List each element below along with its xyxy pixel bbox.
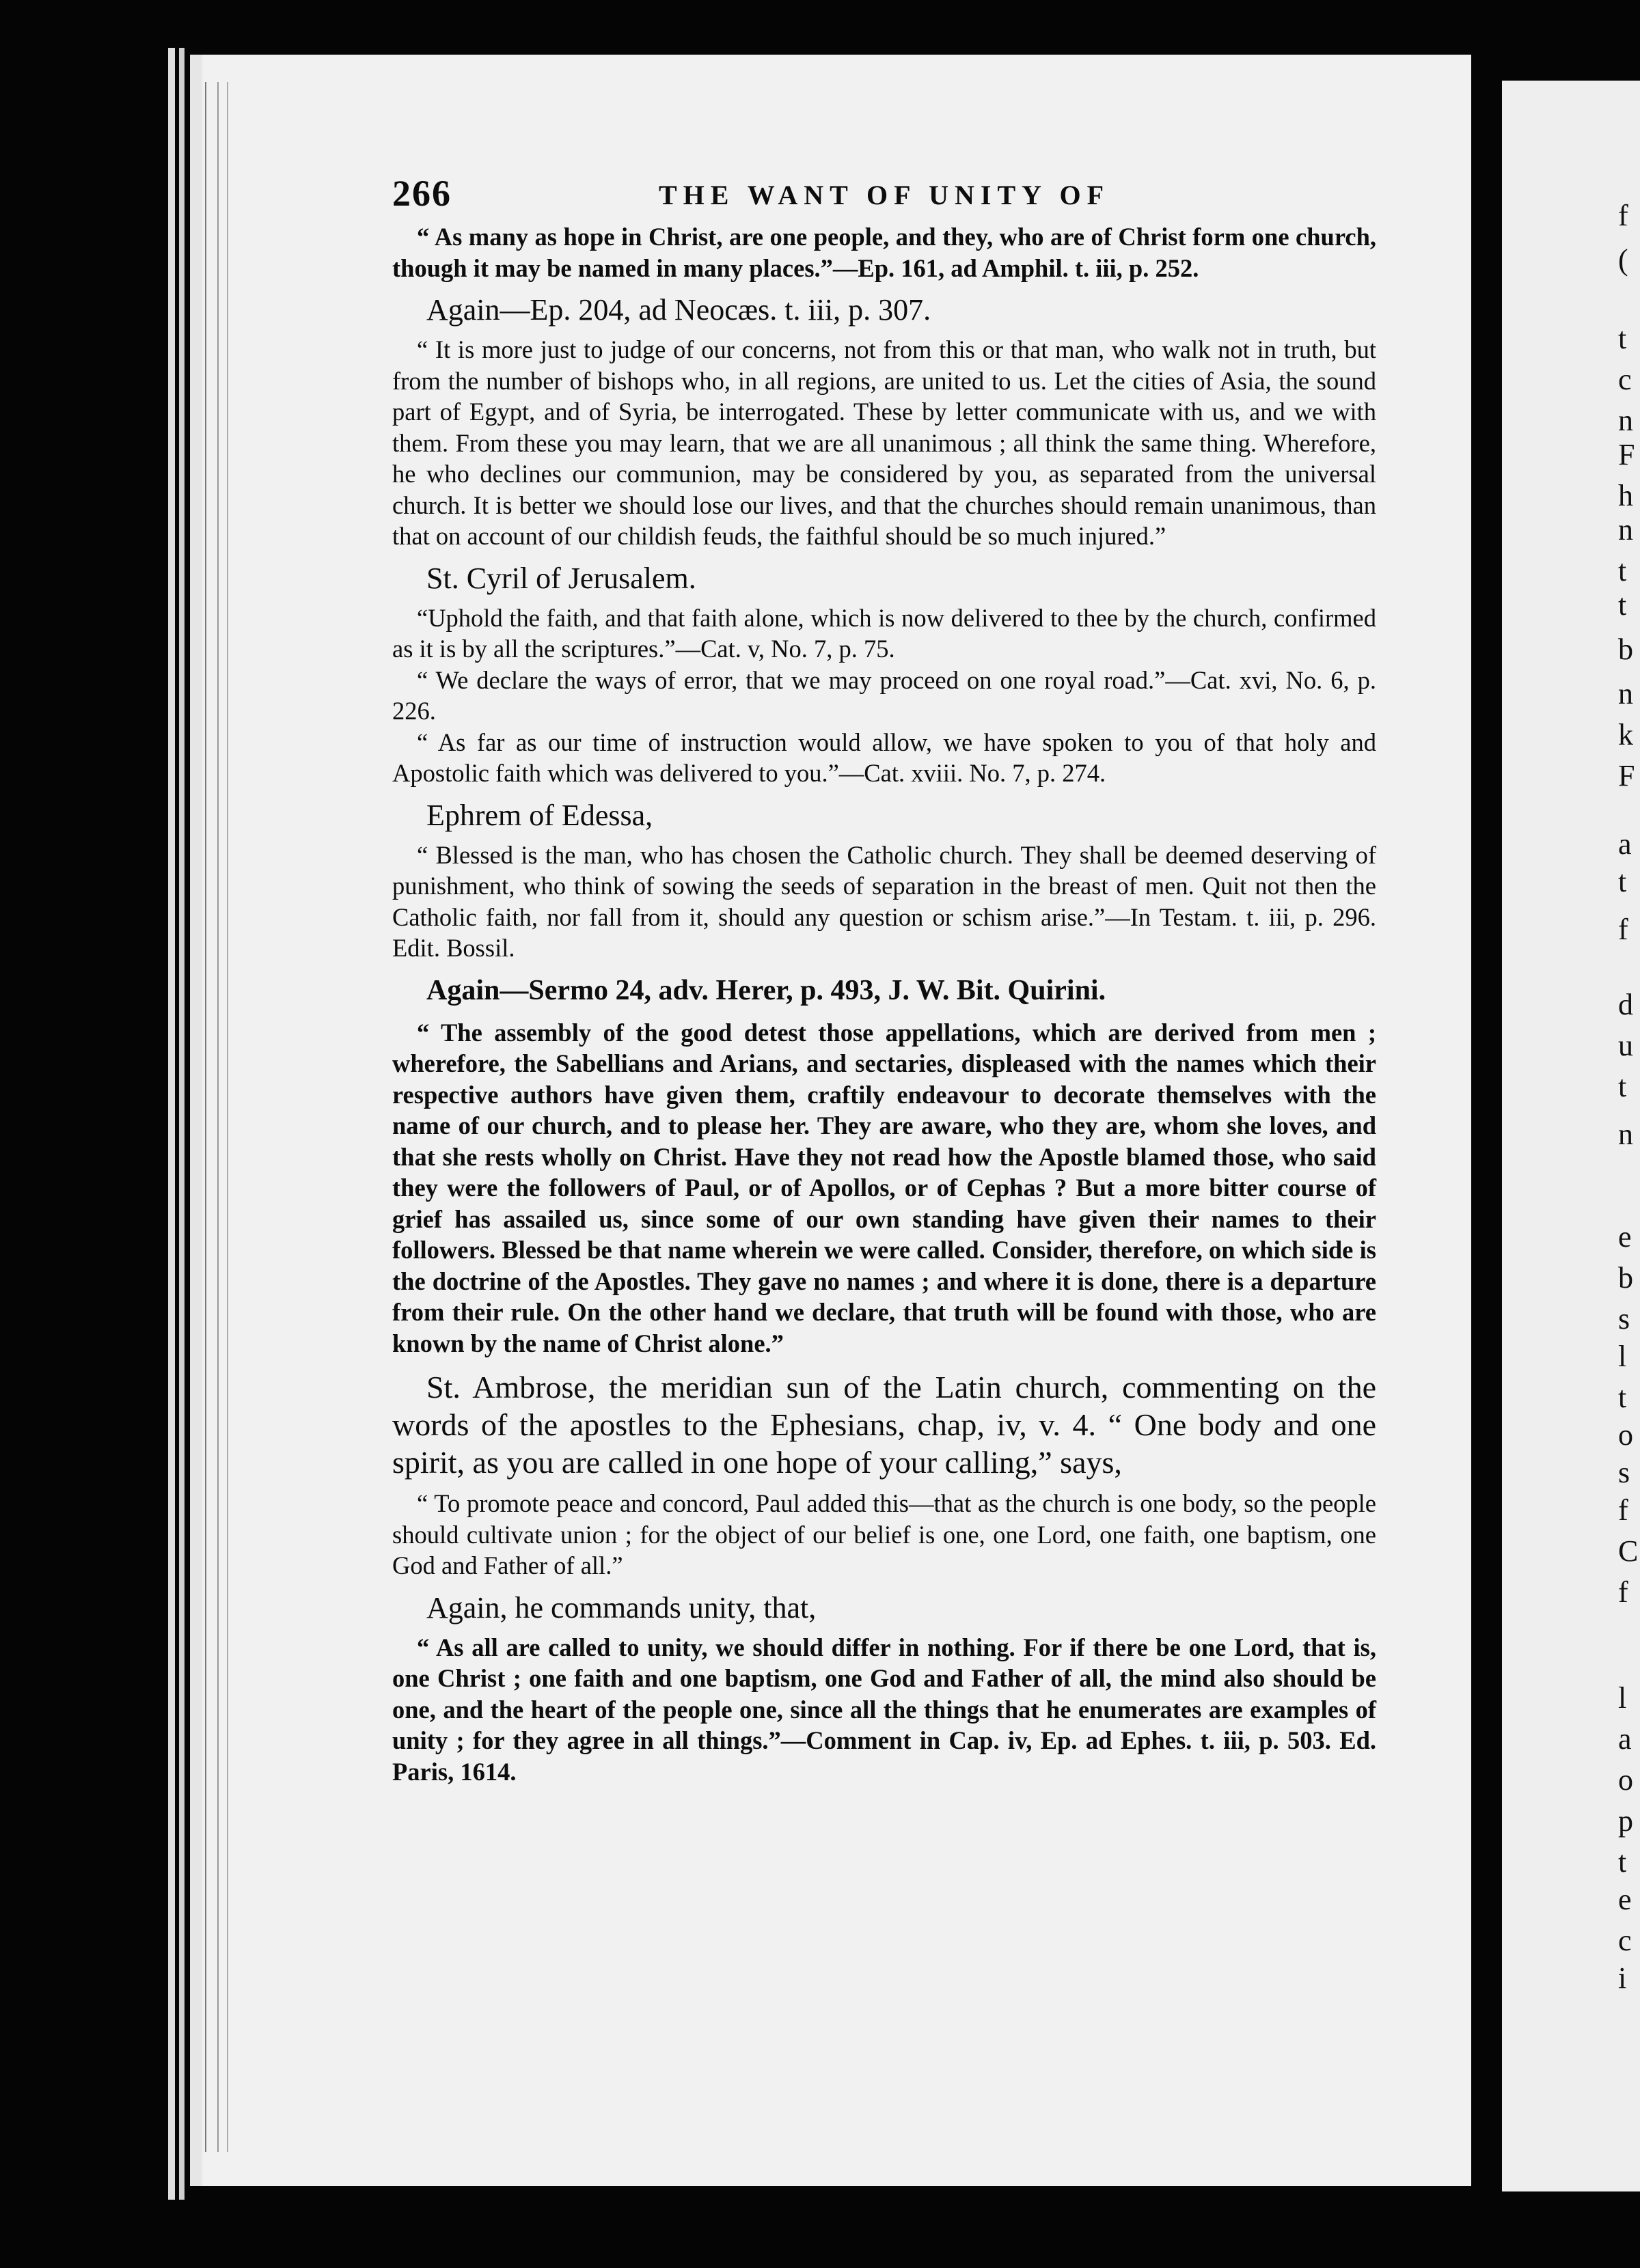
facing-page-fragment: c xyxy=(1618,1924,1632,1957)
running-head xyxy=(392,172,1376,221)
quote-paragraph: “ To promote peace and concord, Paul added this—that as the church is one body, so the people should cultivate union ; for the object of our belief is one, one Lord, one faith, one baptism, one God and Father of all.” xyxy=(392,1489,1376,1579)
gutter-line xyxy=(217,82,219,2152)
gutter-line xyxy=(205,82,206,2152)
facing-page-fragment: s xyxy=(1618,1302,1630,1336)
facing-page-fragment: t xyxy=(1618,865,1627,898)
facing-page-fragment: s xyxy=(1618,1456,1630,1489)
facing-page-fragment: a xyxy=(1618,1722,1632,1756)
facing-page-fragment: e xyxy=(1618,1220,1632,1254)
facing-page xyxy=(1502,81,1640,2191)
quote-paragraph: “Uphold the faith, and that faith alone, which is now delivered to thee by the church, confirmed as it is by all the scriptures.”—Cat. v, No. 7, p. 75. xyxy=(392,603,1376,663)
facing-page-fragment: f xyxy=(1618,1575,1628,1609)
section-heading: Ephrem of Edessa, xyxy=(426,798,653,832)
facing-page-fragment: t xyxy=(1618,554,1627,587)
quote-paragraph: “ Blessed is the man, who has chosen the Catholic church. They shall be deemed deserving of punishment, who think of sowing the seeds of separation in the breast of men. Quit not then the Catholic faith, nor fall from it, should any question or schism arise.”—In Testam. t. iii, p. 296. Edit. Bossil. xyxy=(392,840,1376,962)
facing-page-fragment: F xyxy=(1618,438,1635,471)
facing-page-fragment: f xyxy=(1618,1493,1628,1527)
facing-page-fragment: t xyxy=(1618,322,1627,355)
page-text-block xyxy=(392,172,1376,1787)
section-heading: St. Cyril of Jerusalem. xyxy=(426,561,696,595)
facing-page-fragment: a xyxy=(1618,827,1632,861)
running-title: THE WANT OF UNITY OF xyxy=(659,180,1110,210)
facing-page-fragment: n xyxy=(1618,404,1633,437)
section-heading: Again, he commands unity, that, xyxy=(426,1590,817,1624)
facing-page-fragment: l xyxy=(1618,1681,1627,1715)
page-number: 266 xyxy=(392,173,452,214)
body-paragraph: St. Ambrose, the meridian sun of the Latin church, commenting on the words of the apostles to the Ephesians, chap, iv, v. 4. “ One body and one spirit, as you are called in one hope of your calling,” says, xyxy=(392,1370,1376,1480)
facing-page-fragment: C xyxy=(1618,1534,1639,1568)
facing-page-fragment: h xyxy=(1618,479,1633,512)
facing-page-fragment: n xyxy=(1618,1118,1633,1151)
facing-page-fragment: f xyxy=(1618,913,1628,946)
facing-page-fragment: f xyxy=(1618,199,1628,232)
facing-page-fragment: ( xyxy=(1618,243,1628,277)
facing-page-fragment: F xyxy=(1618,759,1635,792)
facing-page-fragment: n xyxy=(1618,677,1633,710)
gutter-line xyxy=(227,82,228,2152)
facing-page-fragment: t xyxy=(1618,588,1627,622)
facing-page-fragment: o xyxy=(1618,1418,1633,1452)
section-heading: Again—Sermo 24, adv. Herer, p. 493, J. W. Bit. Quirini. xyxy=(426,974,1106,1006)
facing-page-fragment: u xyxy=(1618,1029,1633,1062)
facing-page-fragment: t xyxy=(1618,1070,1627,1103)
facing-page-fragment: b xyxy=(1618,633,1633,666)
facing-page-fragment: o xyxy=(1618,1763,1633,1797)
facing-page-fragment: b xyxy=(1618,1261,1633,1295)
facing-page-fragment: c xyxy=(1618,363,1632,396)
quote-paragraph: “ We declare the ways of error, that we may proceed on one royal road.”—Cat. xvi, No. 6, p. 226. xyxy=(392,665,1376,725)
quote-paragraph: “ The assembly of the good detest those appellations, which are derived from men ; wherefore, the Sabellians and Arians, and sectaries, displeased with the names which their respective authors have given them, craftily endeavour to decorate themselves with the name of our church, and to please her. They are aware, who they are, whom she loves, and that she rests wholly on Christ. Have they not read how the Apostle blamed those, who said they were the followers of Paul, or of Apollos, or of Cephas ? But a more bitter course of grief has assailed us, since some of our own standing have given their names to their followers. Blessed be that name wherein we were called. Consider, therefore, on which side is the doctrine of the Apostles. They gave no names ; and where it is done, there is a departure from their rule. On the other hand we declare, that truth will be found with those, who are known by the name of Christ alone.” xyxy=(392,1018,1376,1357)
facing-page-fragment: d xyxy=(1618,988,1633,1021)
facing-page-fragment: t xyxy=(1618,1381,1627,1414)
facing-page-fragment: e xyxy=(1618,1883,1632,1916)
facing-page-fragment: p xyxy=(1618,1804,1633,1838)
page-edge xyxy=(179,48,184,2200)
facing-page-fragment: k xyxy=(1618,718,1633,751)
facing-page-fragment: i xyxy=(1618,1961,1627,1995)
section-heading: Again—Ep. 204, ad Neocæs. t. iii, p. 307. xyxy=(426,293,931,327)
quote-paragraph: “ As all are called to unity, we should differ in nothing. For if there be one Lord, that is, one Christ ; one faith and one baptism, one God and Father of all, the mind also should be one, and the heart of the people one, since all the things that he enumerates are examples of unity ; for they agree in all things.”—Comment in Cap. iv, Ep. ad Ephes. t. iii, p. 503. Ed. Paris, 1614. xyxy=(392,1633,1376,1786)
facing-page-fragment: n xyxy=(1618,513,1633,547)
page-edge xyxy=(168,48,175,2200)
quote-paragraph: “ It is more just to judge of our concerns, not from this or that man, who walk not in truth, but from the number of bishops who, in all regions, are united to us. Let the cities of Asia, the sound part of Egypt, and of Syria, be interrogated. These by letter communicate with us, and we with them. From these you may learn, that we are all unanimous ; all think the same thing. Wherefore, he who declines our communion, may be considered by you, as separated from the universal church. It is better we should lose our lives, and that the churches should remain unanimous, than that on account of our childish feuds, the faithful should be so much injured.” xyxy=(392,335,1376,550)
facing-page-fragment: t xyxy=(1618,1845,1627,1879)
facing-page-fragment: l xyxy=(1618,1340,1627,1373)
quote-paragraph: “ As many as hope in Christ, are one people, and they, who are of Christ form one church, though it may be named in many places.”—Ep. 161, ad Amphil. t. iii, p. 252. xyxy=(392,223,1376,282)
quote-paragraph: “ As far as our time of instruction would allow, we have spoken to you of that holy and Apostolic faith which was delivered to you.”—Cat. xviii. No. 7, p. 274. xyxy=(392,728,1376,787)
